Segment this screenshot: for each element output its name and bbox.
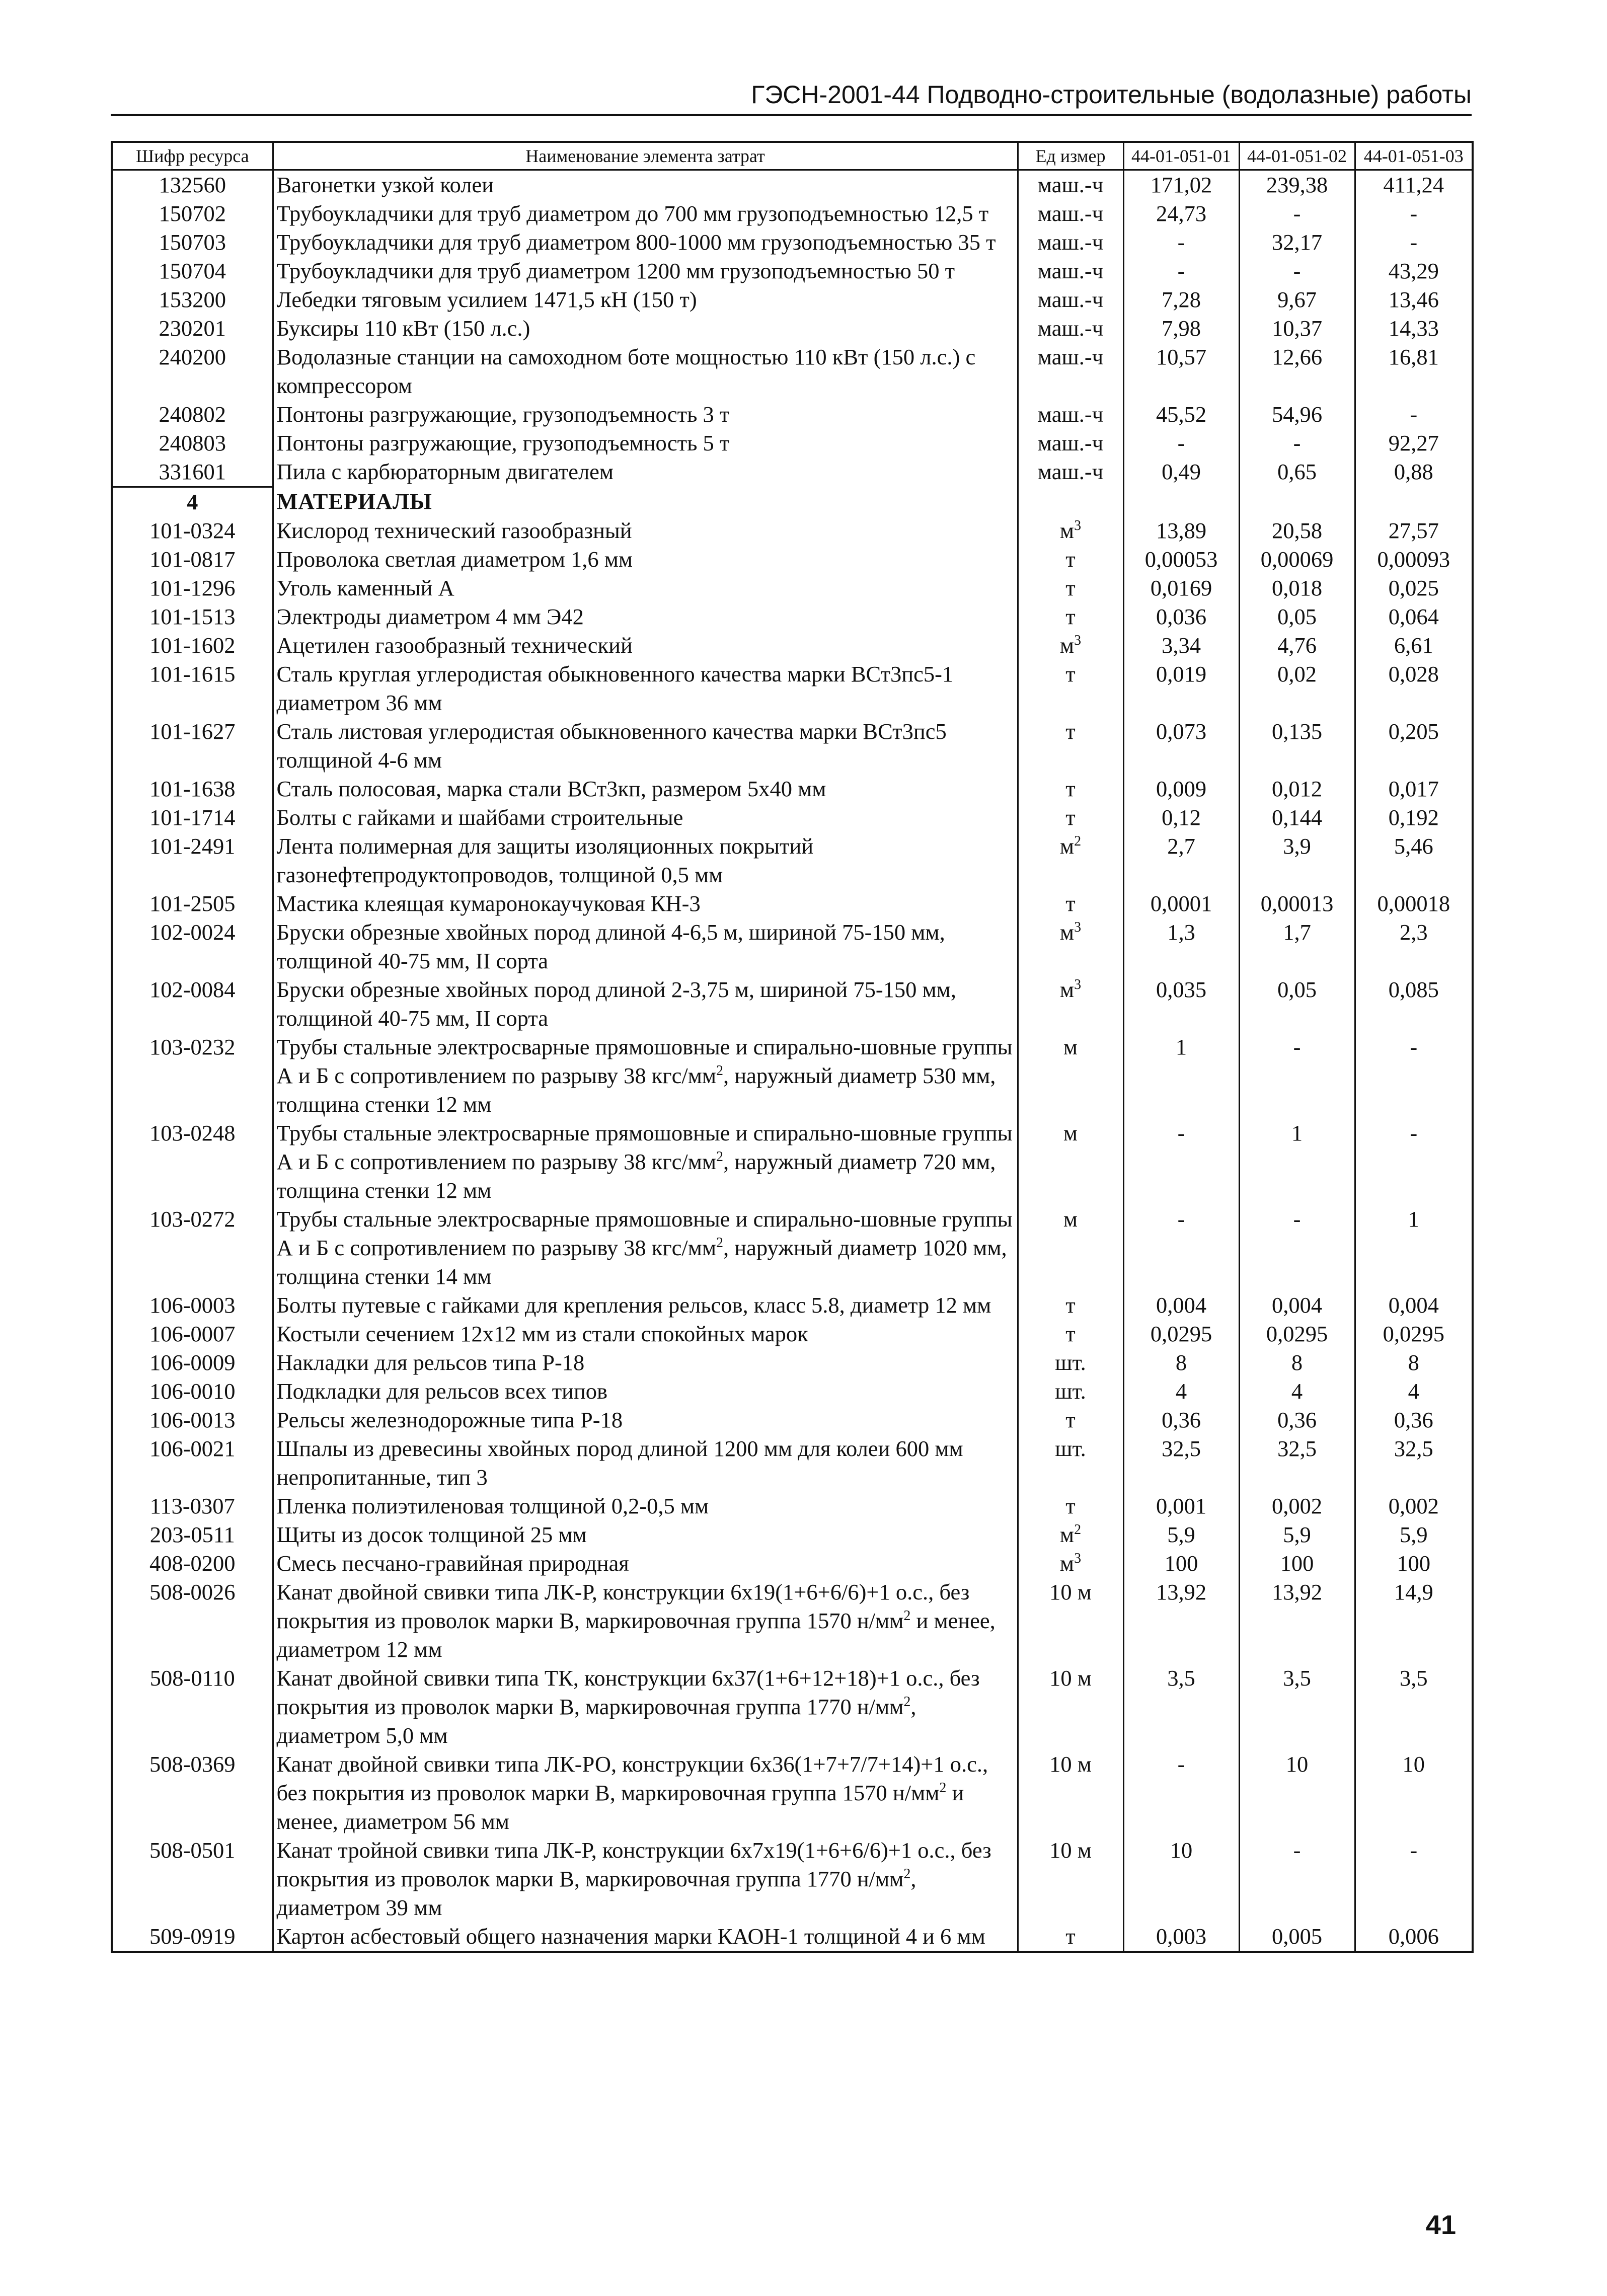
cell-value-2: 32,17	[1239, 228, 1355, 257]
cell-value-2: 100	[1239, 1549, 1355, 1578]
cell-value-1: 13,89	[1123, 516, 1239, 545]
cell-value-3: 0,0295	[1355, 1320, 1473, 1348]
cell-value-3: 8	[1355, 1348, 1473, 1377]
cell-value-1: 0,035	[1123, 975, 1239, 1033]
cell-code: 153200	[112, 285, 273, 314]
cell-unit: маш.-ч	[1018, 285, 1123, 314]
table-row	[112, 314, 1473, 343]
table-row	[112, 285, 1473, 314]
cell-unit: м	[1018, 1033, 1123, 1119]
table-row	[112, 889, 1473, 918]
cell-value-2: 10	[1239, 1750, 1355, 1836]
cell-code: 103-0232	[112, 1033, 273, 1119]
cell-value-2: 0,144	[1239, 803, 1355, 832]
cell-value-3: 13,46	[1355, 285, 1473, 314]
cell-value-2: 0,018	[1239, 574, 1355, 602]
cell-name: Ацетилен газообразный технический	[273, 631, 1018, 660]
table-row	[112, 228, 1473, 257]
table-row	[112, 170, 1473, 200]
table-row	[112, 257, 1473, 285]
cell-value-1: 0,49	[1123, 457, 1239, 487]
table-row	[112, 1750, 1473, 1836]
cell-name: Трубоукладчики для труб диаметром 800-1000 мм грузоподъемностью 35 т	[273, 228, 1018, 257]
cell-name: Вагонетки узкой колеи	[273, 170, 1018, 200]
cell-value-2: 0,05	[1239, 975, 1355, 1033]
cell-value-1: -	[1123, 228, 1239, 257]
cell-value-3: 1	[1355, 1205, 1473, 1291]
cell-name: Сталь полосовая, марка стали ВСт3кп, размером 5х40 мм	[273, 775, 1018, 803]
cell-code: 106-0010	[112, 1377, 273, 1406]
cell-value-2: 1,7	[1239, 918, 1355, 975]
cell-unit: маш.-ч	[1018, 257, 1123, 285]
table-row	[112, 803, 1473, 832]
cell-value-1: 4	[1123, 1377, 1239, 1406]
cell-code: 101-2505	[112, 889, 273, 918]
cell-code: 101-1627	[112, 717, 273, 775]
table-body	[112, 170, 1473, 1952]
cell-name: Трубоукладчики для труб диаметром 1200 мм грузоподъемностью 50 т	[273, 257, 1018, 285]
cell-value-3: 0,028	[1355, 660, 1473, 717]
cell-value-3: 5,9	[1355, 1520, 1473, 1549]
cell-value-1: 7,98	[1123, 314, 1239, 343]
cell-name: Буксиры 110 кВт (150 л.с.)	[273, 314, 1018, 343]
table-row	[112, 1205, 1473, 1291]
cell-value-2: 10,37	[1239, 314, 1355, 343]
cell-name: Уголь каменный А	[273, 574, 1018, 602]
cell-value-1: 0,004	[1123, 1291, 1239, 1320]
cell-value-1: -	[1123, 257, 1239, 285]
page-header: ГЭСН-2001-44 Подводно-строительные (водолазные) работы	[111, 75, 1472, 116]
cell-code: 132560	[112, 170, 273, 200]
cell-name: Сталь круглая углеродистая обыкновенного качества марки ВСт3пс5-1 диаметром 36 мм	[273, 660, 1018, 717]
cell-code: 106-0003	[112, 1291, 273, 1320]
table-row	[112, 1549, 1473, 1578]
cell-value-1: 45,52	[1123, 400, 1239, 429]
col-header-c2: 44-01-051-02	[1239, 142, 1355, 170]
cell-value-2: 3,5	[1239, 1664, 1355, 1750]
cell-value-1: 3,34	[1123, 631, 1239, 660]
cell-unit: $м^3$	[1018, 1549, 1123, 1578]
table-row	[112, 574, 1473, 602]
cell-unit: $м^3$	[1018, 631, 1123, 660]
cell-value-1: 0,0295	[1123, 1320, 1239, 1348]
cell-value-3: -	[1355, 1836, 1473, 1922]
cell-name: Болты путевые с гайками для крепления рельсов, класс 5.8, диаметр 12 мм	[273, 1291, 1018, 1320]
cell-code: 240200	[112, 343, 273, 400]
cell-name: Болты с гайками и шайбами строительные	[273, 803, 1018, 832]
cell-value-3: 0,192	[1355, 803, 1473, 832]
cell-code: 150703	[112, 228, 273, 257]
cell-value-2: -	[1239, 199, 1355, 228]
cell-code: 106-0021	[112, 1434, 273, 1492]
cell-code: 508-0110	[112, 1664, 273, 1750]
resource-table	[111, 141, 1474, 1953]
cell-name: Костыли сечением 12х12 мм из стали спокойных марок	[273, 1320, 1018, 1348]
cell-unit: т	[1018, 602, 1123, 631]
cell-value-1: 0,036	[1123, 602, 1239, 631]
cell-value-3: 43,29	[1355, 257, 1473, 285]
cell-unit: т	[1018, 545, 1123, 574]
cell-value-2: 8	[1239, 1348, 1355, 1377]
cell-name: Накладки для рельсов типа Р-18	[273, 1348, 1018, 1377]
cell-value-2: 0,012	[1239, 775, 1355, 803]
table-row	[112, 457, 1473, 487]
cell-value-3: -	[1355, 228, 1473, 257]
cell-value-1: 32,5	[1123, 1434, 1239, 1492]
table-row	[112, 429, 1473, 457]
col-header-c1: 44-01-051-01	[1123, 142, 1239, 170]
cell-unit: т	[1018, 803, 1123, 832]
cell-code: 4	[112, 487, 273, 517]
cell-value-2: 0,0295	[1239, 1320, 1355, 1348]
cell-code: 240803	[112, 429, 273, 457]
cell-value-1: 100	[1123, 1549, 1239, 1578]
cell-value-1: 0,073	[1123, 717, 1239, 775]
cell-value-1: 3,5	[1123, 1664, 1239, 1750]
cell-value-3: 0,004	[1355, 1291, 1473, 1320]
cell-unit: шт.	[1018, 1434, 1123, 1492]
table-row	[112, 1836, 1473, 1922]
cell-value-3: -	[1355, 1033, 1473, 1119]
cell-value-2: 0,65	[1239, 457, 1355, 487]
cell-name: Трубы стальные электросварные прямошовные и спирально-шовные группы А и Б с сопротивлением по разрыву 38 кгс/$мм^2$, наружный диаметр 720 мм, толщина стенки 12 мм	[273, 1119, 1018, 1205]
cell-value-1: 24,73	[1123, 199, 1239, 228]
cell-value-1: -	[1123, 1205, 1239, 1291]
cell-name: Трубоукладчики для труб диаметром до 700 мм грузоподъемностью 12,5 т	[273, 199, 1018, 228]
cell-value-3: 92,27	[1355, 429, 1473, 457]
cell-value-2: 13,92	[1239, 1578, 1355, 1664]
cell-value-1: 0,003	[1123, 1922, 1239, 1952]
cell-name: Подкладки для рельсов всех типов	[273, 1377, 1018, 1406]
cell-unit: $м^2$	[1018, 832, 1123, 889]
table-row	[112, 1033, 1473, 1119]
cell-name: Понтоны разгружающие, грузоподъемность 5 т	[273, 429, 1018, 457]
cell-code: 101-1615	[112, 660, 273, 717]
cell-value-2: 0,05	[1239, 602, 1355, 631]
cell-code: 101-1714	[112, 803, 273, 832]
cell-value-2: 239,38	[1239, 170, 1355, 200]
cell-code: 508-0026	[112, 1578, 273, 1664]
cell-code: 101-1638	[112, 775, 273, 803]
cell-code: 240802	[112, 400, 273, 429]
col-header-unit: Ед измер	[1018, 142, 1123, 170]
col-header-code: Шифр ресурса	[112, 142, 273, 170]
cell-value-2: 0,02	[1239, 660, 1355, 717]
cell-name: Водолазные станции на самоходном боте мощностью 110 кВт (150 л.с.) с компрессором	[273, 343, 1018, 400]
cell-value-2: 0,00069	[1239, 545, 1355, 574]
cell-code: 106-0013	[112, 1406, 273, 1434]
cell-unit: м	[1018, 1205, 1123, 1291]
table-row	[112, 1492, 1473, 1520]
cell-name: Шпалы из древесины хвойных пород длиной 1200 мм для колеи 600 мм непропитанные, тип 3	[273, 1434, 1018, 1492]
cell-value-2: 54,96	[1239, 400, 1355, 429]
table-row	[112, 1406, 1473, 1434]
table-row	[112, 516, 1473, 545]
cell-value-1: 1,3	[1123, 918, 1239, 975]
cell-unit: шт.	[1018, 1377, 1123, 1406]
cell-value-3: 6,61	[1355, 631, 1473, 660]
cell-name: Кислород технический газообразный	[273, 516, 1018, 545]
cell-code: 101-1602	[112, 631, 273, 660]
cell-value-2: 0,36	[1239, 1406, 1355, 1434]
cell-unit: маш.-ч	[1018, 228, 1123, 257]
table-row	[112, 1348, 1473, 1377]
table-row	[112, 1664, 1473, 1750]
cell-value-2: 0,002	[1239, 1492, 1355, 1520]
table-row	[112, 1520, 1473, 1549]
cell-name: МАТЕРИАЛЫ	[273, 487, 1018, 517]
cell-code: 103-0272	[112, 1205, 273, 1291]
table-row	[112, 1320, 1473, 1348]
cell-value-1: 0,12	[1123, 803, 1239, 832]
table-row	[112, 975, 1473, 1033]
cell-value-2: 1	[1239, 1119, 1355, 1205]
table-row	[112, 400, 1473, 429]
table-row	[112, 832, 1473, 889]
cell-value-3: 0,025	[1355, 574, 1473, 602]
cell-value-1: 5,9	[1123, 1520, 1239, 1549]
cell-value-3: 0,00093	[1355, 545, 1473, 574]
cell-unit: $м^2$	[1018, 1520, 1123, 1549]
cell-value-1: 7,28	[1123, 285, 1239, 314]
cell-value-1: 0,00053	[1123, 545, 1239, 574]
cell-value-2: 12,66	[1239, 343, 1355, 400]
cell-value-3: 32,5	[1355, 1434, 1473, 1492]
cell-value-1: 0,0001	[1123, 889, 1239, 918]
table-row	[112, 1922, 1473, 1952]
cell-value-1: 0,36	[1123, 1406, 1239, 1434]
table-row	[112, 1291, 1473, 1320]
cell-unit: т	[1018, 717, 1123, 775]
cell-name: Рельсы железнодорожные типа Р-18	[273, 1406, 1018, 1434]
cell-value-3	[1355, 487, 1473, 517]
table-header-row	[112, 142, 1473, 170]
cell-unit: т	[1018, 1406, 1123, 1434]
cell-value-3: 3,5	[1355, 1664, 1473, 1750]
cell-value-2: 20,58	[1239, 516, 1355, 545]
cell-unit: т	[1018, 660, 1123, 717]
cell-unit: маш.-ч	[1018, 400, 1123, 429]
cell-name: Щиты из досок толщиной 25 мм	[273, 1520, 1018, 1549]
cell-value-2	[1239, 487, 1355, 517]
cell-code: 509-0919	[112, 1922, 273, 1952]
cell-unit: 10 м	[1018, 1750, 1123, 1836]
col-header-c3: 44-01-051-03	[1355, 142, 1473, 170]
cell-value-1: 0,001	[1123, 1492, 1239, 1520]
cell-name: Понтоны разгружающие, грузоподъемность 3 т	[273, 400, 1018, 429]
cell-value-2: 9,67	[1239, 285, 1355, 314]
cell-value-3: 14,9	[1355, 1578, 1473, 1664]
cell-name: Картон асбестовый общего назначения марки КАОН-1 толщиной 4 и 6 мм	[273, 1922, 1018, 1952]
cell-value-2: 3,9	[1239, 832, 1355, 889]
cell-code: 102-0084	[112, 975, 273, 1033]
cell-unit: маш.-ч	[1018, 429, 1123, 457]
cell-value-2: 32,5	[1239, 1434, 1355, 1492]
cell-value-1: 10	[1123, 1836, 1239, 1922]
cell-value-1: 13,92	[1123, 1578, 1239, 1664]
cell-value-2: 5,9	[1239, 1520, 1355, 1549]
cell-unit: $м^3$	[1018, 918, 1123, 975]
cell-value-3: 0,017	[1355, 775, 1473, 803]
cell-value-1: 1	[1123, 1033, 1239, 1119]
cell-code: 102-0024	[112, 918, 273, 975]
cell-code: 101-2491	[112, 832, 273, 889]
cell-value-2: -	[1239, 1836, 1355, 1922]
cell-name: Трубы стальные электросварные прямошовные и спирально-шовные группы А и Б с сопротивлением по разрыву 38 кгс/$мм^2$, наружный диаметр 530 мм, толщина стенки 12 мм	[273, 1033, 1018, 1119]
cell-value-2: -	[1239, 1205, 1355, 1291]
cell-code: 230201	[112, 314, 273, 343]
cell-code: 101-0817	[112, 545, 273, 574]
table-row	[112, 602, 1473, 631]
table-row	[112, 545, 1473, 574]
cell-code: 331601	[112, 457, 273, 487]
cell-value-2: -	[1239, 1033, 1355, 1119]
cell-value-1: 0,019	[1123, 660, 1239, 717]
table-row	[112, 343, 1473, 400]
table-row	[112, 1434, 1473, 1492]
col-header-name: Наименование элемента затрат	[273, 142, 1018, 170]
table-row	[112, 918, 1473, 975]
table-row	[112, 775, 1473, 803]
cell-unit: $м^3$	[1018, 975, 1123, 1033]
cell-unit: маш.-ч	[1018, 170, 1123, 200]
cell-value-3: 14,33	[1355, 314, 1473, 343]
cell-value-2: 0,135	[1239, 717, 1355, 775]
cell-code: 408-0200	[112, 1549, 273, 1578]
cell-code: 106-0007	[112, 1320, 273, 1348]
cell-value-3: 2,3	[1355, 918, 1473, 975]
cell-name: Бруски обрезные хвойных пород длиной 4-6,5 м, шириной 75-150 мм, толщиной 40-75 мм, II сорта	[273, 918, 1018, 975]
cell-value-3: 10	[1355, 1750, 1473, 1836]
cell-value-2: 0,00013	[1239, 889, 1355, 918]
cell-value-3: 0,002	[1355, 1492, 1473, 1520]
cell-value-3: 411,24	[1355, 170, 1473, 200]
cell-unit: т	[1018, 889, 1123, 918]
cell-value-1: -	[1123, 1119, 1239, 1205]
cell-value-2: -	[1239, 257, 1355, 285]
cell-value-3: 16,81	[1355, 343, 1473, 400]
cell-value-1: 171,02	[1123, 170, 1239, 200]
cell-unit: т	[1018, 1320, 1123, 1348]
table-row	[112, 717, 1473, 775]
cell-unit	[1018, 487, 1123, 517]
cell-value-3: 0,36	[1355, 1406, 1473, 1434]
cell-value-1: -	[1123, 1750, 1239, 1836]
section-row	[112, 487, 1473, 517]
cell-name: Лента полимерная для защиты изоляционных покрытий газонефтепродуктопроводов, толщиной 0,5 мм	[273, 832, 1018, 889]
cell-value-3: -	[1355, 1119, 1473, 1205]
cell-value-3: 0,085	[1355, 975, 1473, 1033]
table-row	[112, 660, 1473, 717]
cell-value-3: -	[1355, 400, 1473, 429]
page-number: 41	[1425, 2210, 1456, 2240]
cell-code: 150704	[112, 257, 273, 285]
cell-name: Электроды диаметром 4 мм Э42	[273, 602, 1018, 631]
cell-value-1: 8	[1123, 1348, 1239, 1377]
cell-unit: 10 м	[1018, 1578, 1123, 1664]
cell-value-3: 0,006	[1355, 1922, 1473, 1952]
cell-value-3: 27,57	[1355, 516, 1473, 545]
cell-code: 101-0324	[112, 516, 273, 545]
cell-code: 101-1513	[112, 602, 273, 631]
table-row	[112, 631, 1473, 660]
cell-name: Пленка полиэтиленовая толщиной 0,2-0,5 мм	[273, 1492, 1018, 1520]
table-row	[112, 199, 1473, 228]
cell-value-2: -	[1239, 429, 1355, 457]
cell-value-1	[1123, 487, 1239, 517]
cell-unit: маш.-ч	[1018, 199, 1123, 228]
cell-unit: т	[1018, 1291, 1123, 1320]
cell-code: 508-0501	[112, 1836, 273, 1922]
cell-name: Канат тройной свивки типа ЛК-Р, конструкции 6х7х19(1+6+6/6)+1 о.с., без покрытия из проволок марки В, маркировочная группа 1770 $н/мм^2$, диаметром 39 мм	[273, 1836, 1018, 1922]
cell-name: Трубы стальные электросварные прямошовные и спирально-шовные группы А и Б с сопротивлением по разрыву 38 кгс/$мм^2$, наружный диаметр 1020 мм, толщина стенки 14 мм	[273, 1205, 1018, 1291]
cell-unit: шт.	[1018, 1348, 1123, 1377]
cell-unit: т	[1018, 1922, 1123, 1952]
cell-value-3: 0,064	[1355, 602, 1473, 631]
table-row	[112, 1377, 1473, 1406]
cell-value-3: 0,205	[1355, 717, 1473, 775]
cell-name: Проволока светлая диаметром 1,6 мм	[273, 545, 1018, 574]
cell-value-3: -	[1355, 199, 1473, 228]
cell-value-2: 4	[1239, 1377, 1355, 1406]
cell-value-3: 4	[1355, 1377, 1473, 1406]
cell-unit: $м^3$	[1018, 516, 1123, 545]
cell-unit: 10 м	[1018, 1836, 1123, 1922]
cell-value-3: 0,00018	[1355, 889, 1473, 918]
cell-code: 150702	[112, 199, 273, 228]
cell-name: Канат двойной свивки типа ЛК-Р, конструкции 6х19(1+6+6/6)+1 о.с., без покрытия из проволок марки В, маркировочная группа 1570 $н/мм^2$ и менее, диаметром 12 мм	[273, 1578, 1018, 1664]
cell-unit: т	[1018, 1492, 1123, 1520]
cell-name: Бруски обрезные хвойных пород длиной 2-3,75 м, шириной 75-150 мм, толщиной 40-75 мм, II сорта	[273, 975, 1018, 1033]
cell-unit: маш.-ч	[1018, 343, 1123, 400]
cell-name: Смесь песчано-гравийная природная	[273, 1549, 1018, 1578]
cell-value-1: -	[1123, 429, 1239, 457]
cell-value-1: 0,009	[1123, 775, 1239, 803]
cell-code: 101-1296	[112, 574, 273, 602]
cell-value-2: 4,76	[1239, 631, 1355, 660]
cell-unit: т	[1018, 574, 1123, 602]
cell-unit: маш.-ч	[1018, 457, 1123, 487]
cell-value-2: 0,005	[1239, 1922, 1355, 1952]
cell-code: 106-0009	[112, 1348, 273, 1377]
cell-value-2: 0,004	[1239, 1291, 1355, 1320]
cell-unit: т	[1018, 775, 1123, 803]
cell-value-3: 100	[1355, 1549, 1473, 1578]
cell-unit: 10 м	[1018, 1664, 1123, 1750]
cell-code: 103-0248	[112, 1119, 273, 1205]
cell-value-3: 0,88	[1355, 457, 1473, 487]
cell-name: Лебедки тяговым усилием 1471,5 кН (150 т)	[273, 285, 1018, 314]
cell-unit: маш.-ч	[1018, 314, 1123, 343]
cell-value-1: 10,57	[1123, 343, 1239, 400]
cell-code: 113-0307	[112, 1492, 273, 1520]
cell-name: Канат двойной свивки типа ЛК-РО, конструкции 6х36(1+7+7/7+14)+1 о.с., без покрытия из проволок марки В, маркировочная группа 1570 $н/мм^2$ и менее, диаметром 56 мм	[273, 1750, 1018, 1836]
cell-value-3: 5,46	[1355, 832, 1473, 889]
cell-name: Мастика клеящая кумаронокаучуковая КН-3	[273, 889, 1018, 918]
cell-value-1: 0,0169	[1123, 574, 1239, 602]
cell-name: Сталь листовая углеродистая обыкновенного качества марки ВСт3пс5 толщиной 4-6 мм	[273, 717, 1018, 775]
table-row	[112, 1119, 1473, 1205]
cell-code: 508-0369	[112, 1750, 273, 1836]
cell-name: Пила с карбюраторным двигателем	[273, 457, 1018, 487]
cell-value-1: 2,7	[1123, 832, 1239, 889]
cell-code: 203-0511	[112, 1520, 273, 1549]
cell-unit: м	[1018, 1119, 1123, 1205]
table-row	[112, 1578, 1473, 1664]
cell-name: Канат двойной свивки типа ТК, конструкции 6х37(1+6+12+18)+1 о.с., без покрытия из проволок марки В, маркировочная группа 1770 $н/мм^2$, диаметром 5,0 мм	[273, 1664, 1018, 1750]
